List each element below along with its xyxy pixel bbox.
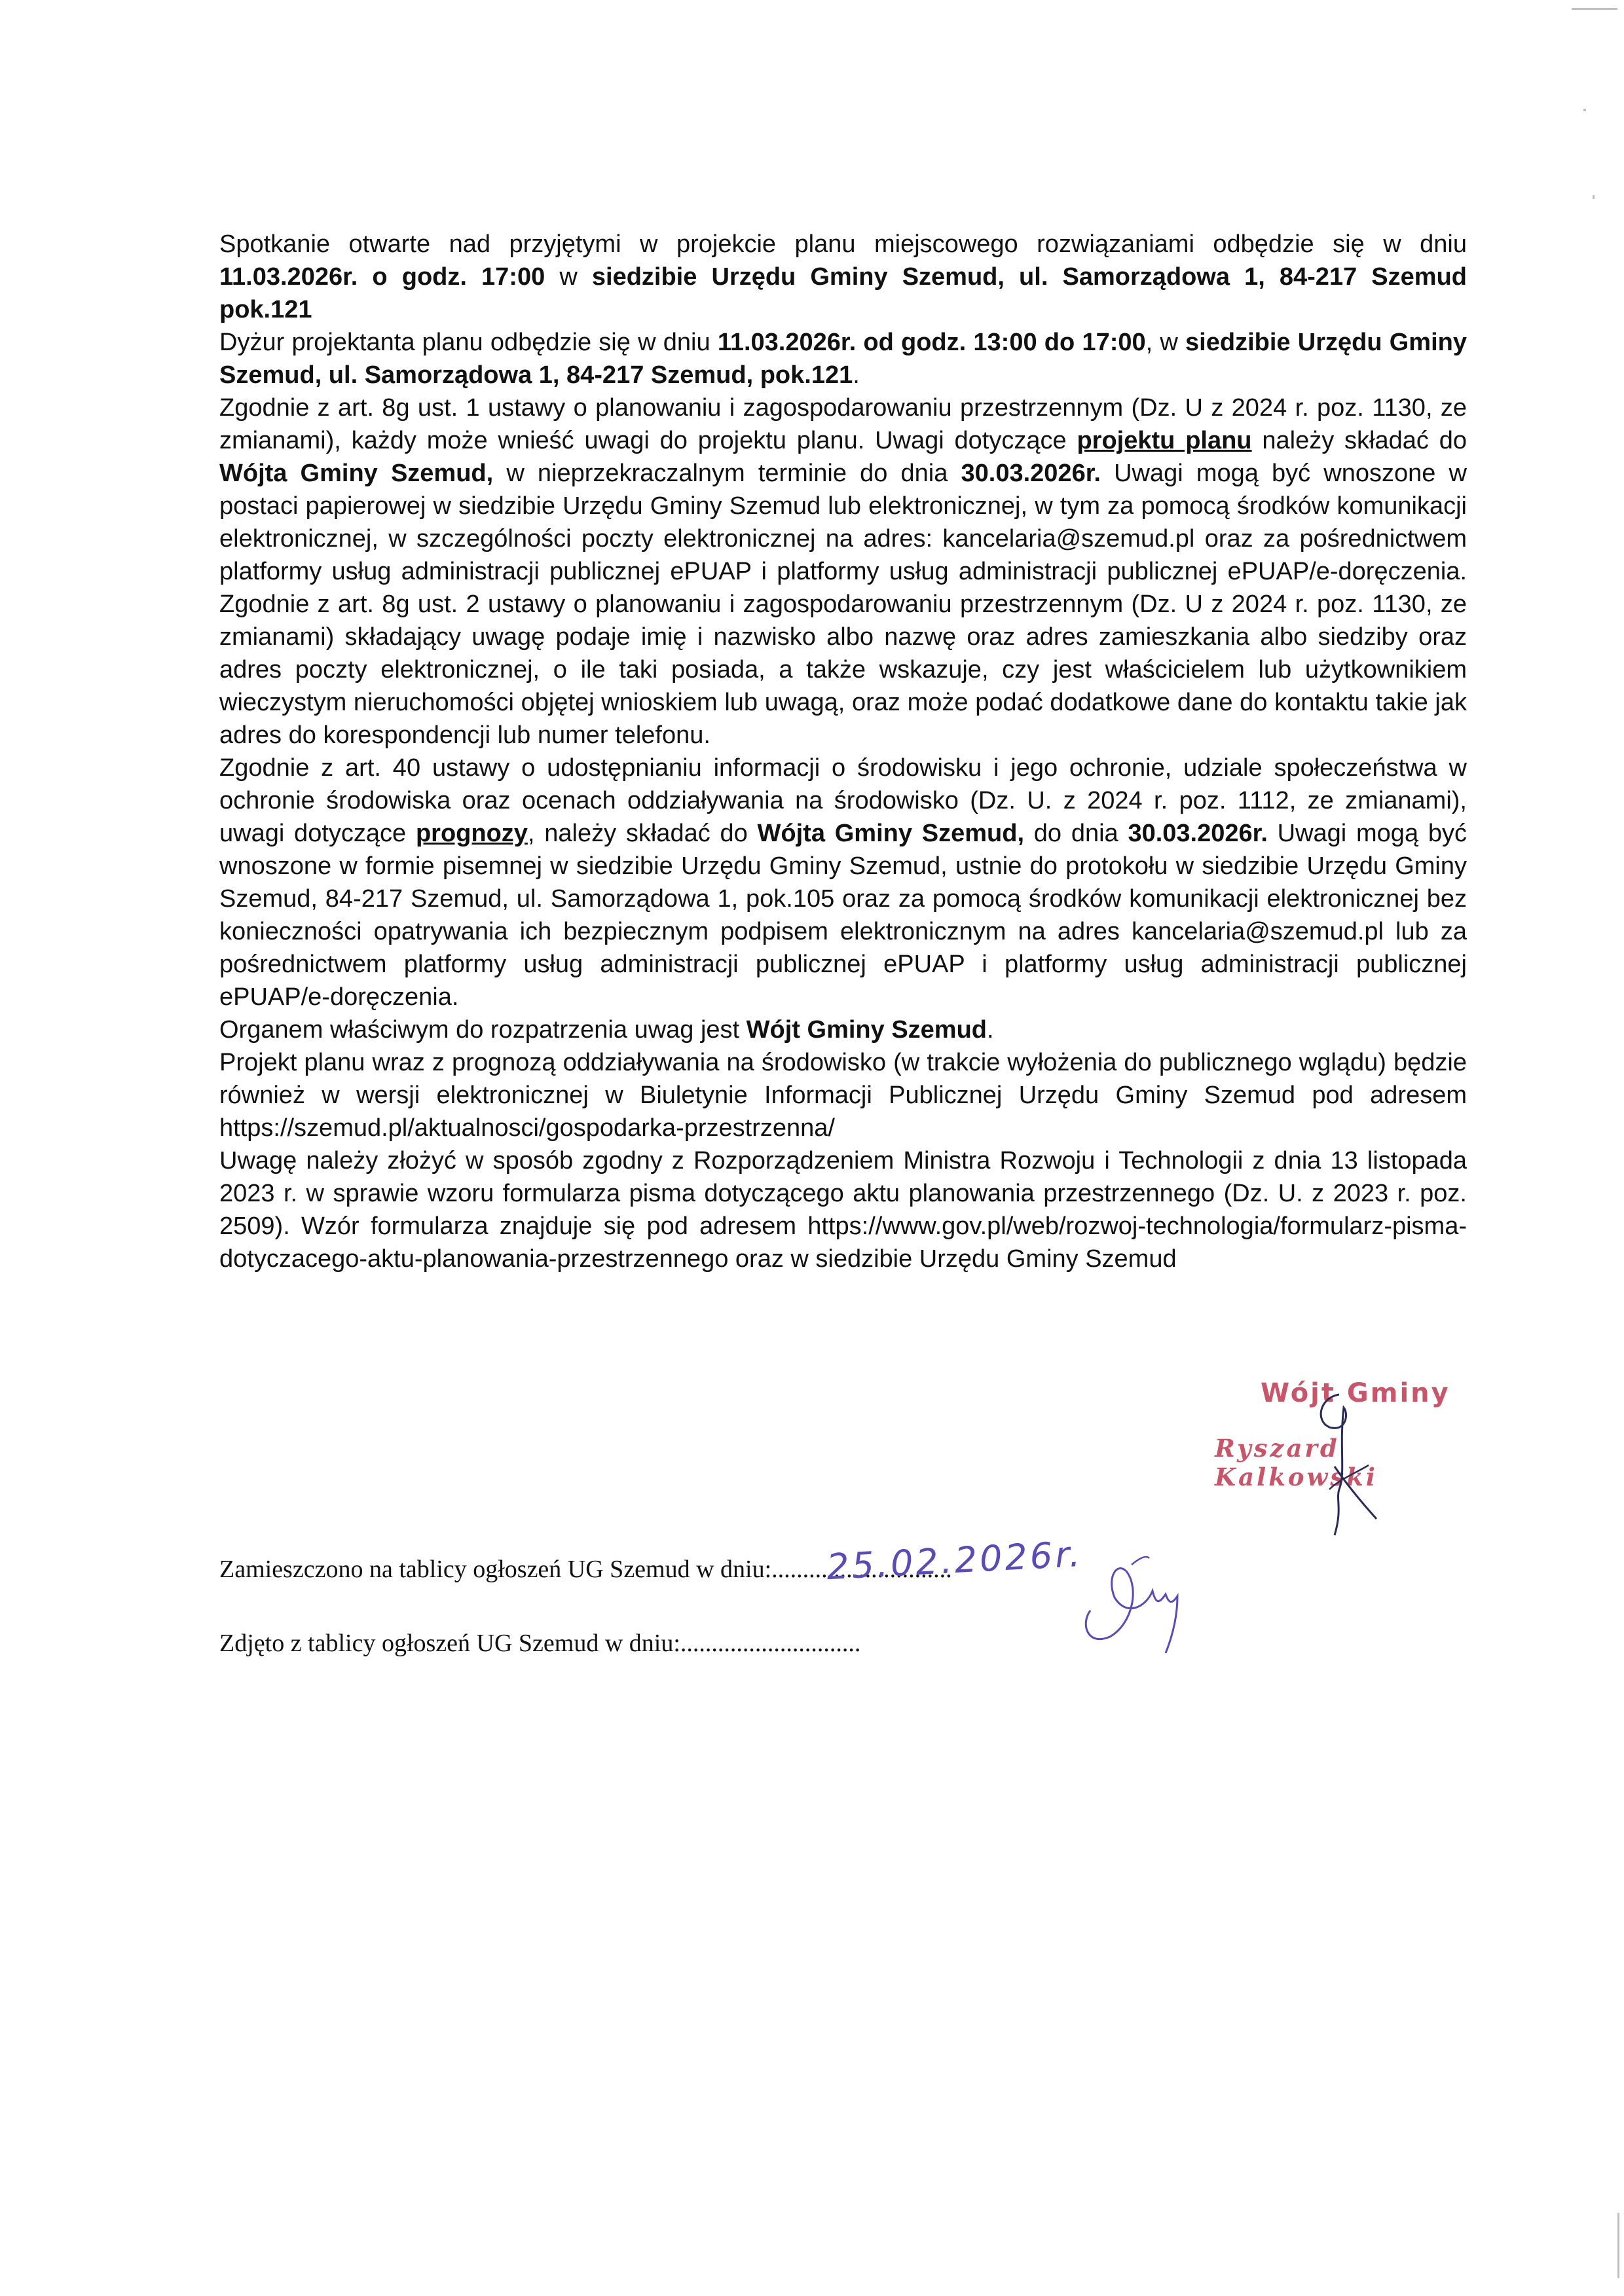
text: , w: [1145, 329, 1186, 356]
paragraph-plan-comments: [219, 392, 1467, 752]
text: w: [545, 263, 592, 291]
duty-date-time: 11.03.2026r. od godz. 13:00 do 17:00: [717, 329, 1146, 356]
mayor-stamp: [1205, 1368, 1480, 1539]
text: Spotkanie otwarte nad przyjętymi w projekcie planu miejscowego rozwiązaniami odbędzie się w dniu: [219, 230, 1467, 258]
stamp-title: Wójt Gminy: [1261, 1378, 1450, 1408]
paragraph-competent-authority: [219, 1013, 1467, 1046]
handwritten-signature: [819, 1532, 1185, 1656]
stamp-name: Ryszard Kalkowski: [1215, 1434, 1378, 1491]
deadline-date: 30.03.2026r.: [1128, 820, 1268, 847]
signature-mark: [1205, 1368, 1480, 1539]
paragraph-designer-duty: [219, 326, 1467, 392]
meeting-date-time: 11.03.2026r. o godz. 17:00: [219, 263, 545, 291]
deadline-date: 30.03.2026r.: [961, 460, 1101, 487]
meeting-location: siedzibie Urzędu Gminy Szemud, ul. Samorządowa 1, 84-217 Szemud pok.121: [219, 263, 1467, 323]
paragraph-form-template: Uwagę należy złożyć w sposób zgodny z Rozporządzeniem Ministra Rozwoju i Technologii z dnia 13 listopada 2023 r. w sprawie wzoru formularza pisma dotyczącego aktu planowania przestrzennego (Dz. U. z 2023 r. poz. 2509). Wzór formularza znajduje się pod adresem https://www.gov.pl/web/rozwoj-technologia/formularz-pisma-dotyczacego-aktu-planowania-przestrzennego oraz w siedzibie Urzędu Gminy Szemud: [219, 1147, 1467, 1273]
text: .: [853, 361, 860, 389]
text: , należy składać do: [527, 820, 758, 847]
announcement-body: [219, 228, 1467, 1275]
text: Uwagi mogą być wnoszone w formie pisemnej w siedzibie Urzędu Gminy Szemud, ustnie do protokołu w siedzibie Urzędu Gminy Szemud, 84-217 Szemud, ul. Samorządowa 1, pok.105 oraz za pomocą środków komunikacji elektronicznej bez konieczności opatrywania ich bezpiecznym podpisem elektronicznym na adres kancelaria@szemud.pl lub za pośrednictwem platformy usług administracji publicznej ePUAP i platformy usług administracji publicznej ePUAP/e-doręczenia.: [219, 820, 1467, 1011]
plan-project-emphasis: projektu planu: [1077, 427, 1252, 454]
scan-dot-mark: [1583, 109, 1586, 111]
text: Zgodnie z art. 8g ust. 1 ustawy o planowaniu i zagospodarowaniu przestrzennym (Dz. U z 2024 r. poz. 1130, ze zmianami), każdy może wnieść uwagi do projektu planu. Uwagi dotyczące: [219, 394, 1467, 454]
paragraph-bip-availability: Projekt planu wraz z prognozą oddziaływania na środowisko (w trakcie wyłożenia do publicznego wglądu) będzie również w wersji elektronicznej w Biuletynie Informacji Publicznej Urzędu Gminy Szemud pod adresem https://szemud.pl/aktualnosci/gospodarka-przestrzenna/: [219, 1049, 1467, 1142]
scan-edge-mark: [1617, 2213, 1619, 2278]
text: w nieprzekraczalnym terminie do dnia: [493, 460, 961, 487]
authority-name: Wójt Gminy Szemud: [746, 1016, 987, 1044]
paragraph-open-meeting: [219, 228, 1467, 326]
text: należy składać do: [1251, 427, 1467, 454]
text: Dyżur projektanta planu odbędzie się w dniu: [219, 329, 718, 356]
addressee: Wójta Gminy Szemud,: [757, 820, 1024, 847]
forecast-emphasis: prognozy: [415, 820, 528, 847]
text: Zgodnie z art. 40 ustawy o udostępnianiu informacji o środowisku i jego ochronie, udziale społeczeństwa w ochronie środowiska oraz ocenach oddziaływania na środowisko (Dz. U. z 2024 r. poz. 1112, ze zmianami), uwagi dotyczące: [219, 754, 1467, 847]
text: .: [987, 1016, 994, 1044]
removed-date-line: Zdjęto z tablicy ogłoszeń UG Szemud w dniu:.............................: [219, 1630, 861, 1657]
posted-date-line: Zamieszczono na tablicy ogłoszeń UG Szemud w dniu:.............................: [219, 1556, 952, 1583]
text: Uwagi mogą być wnoszone w postaci papierowej w siedzibie Urzędu Gminy Szemud lub elektronicznej, w tym za pomocą środków komunikacji elektronicznej, w szczególności poczty elektronicznej na adres: kancelaria@szemud.pl oraz za pośrednictwem platformy usług administracji publicznej ePUAP i platformy usług administracji publicznej ePUAP/e-doręczenia. Zgodnie z art. 8g ust. 2 ustawy o planowaniu i zagospodarowaniu przestrzennym (Dz. U z 2024 r. poz. 1130, ze zmianami) składający uwagę podaje imię i nazwisko albo nazwę oraz adres zamieszkania albo siedziby oraz adres poczty elektronicznej, o ile taki posiada, a także wskazuje, czy jest właścicielem lub użytkownikiem wieczystym nieruchomości objętej wnioskiem lub uwagą, oraz może podać dodatkowe dane do kontaktu takie jak adres do korespondencji lub numer telefonu.: [219, 460, 1467, 749]
duty-location: siedzibie Urzędu Gminy Szemud, ul. Samorządowa 1, 84-217 Szemud, pok.121: [219, 329, 1467, 389]
addressee: Wójta Gminy Szemud,: [219, 460, 494, 487]
text: Organem właściwym do rozpatrzenia uwag jest: [219, 1016, 747, 1044]
text: do dnia: [1024, 820, 1128, 847]
scan-edge-mark: [1572, 8, 1617, 10]
handwritten-posted-date: 25.02.2026r.: [825, 1533, 1084, 1588]
scan-dot-mark: [1593, 195, 1595, 199]
paragraph-forecast-comments: [219, 752, 1467, 1013]
